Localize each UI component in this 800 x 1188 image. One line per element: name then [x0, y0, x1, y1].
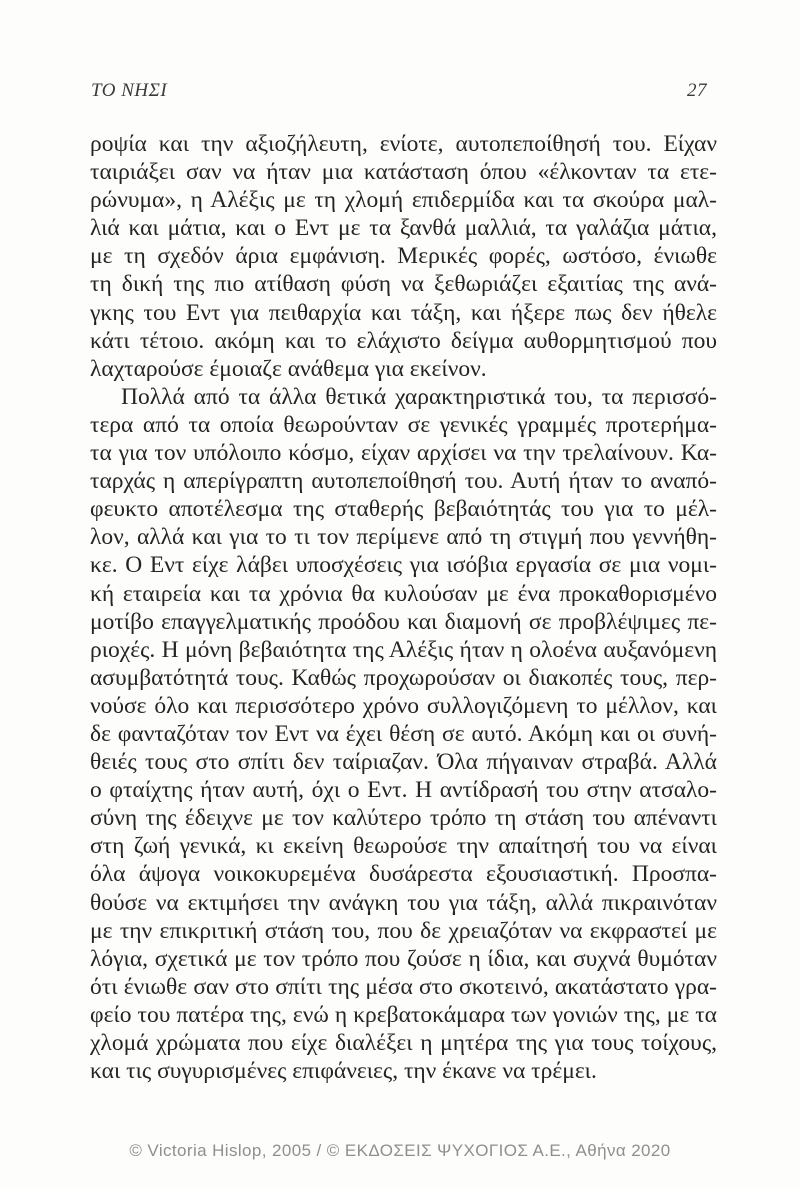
text-line: με τη σχεδόν άρια εμφάνιση. Μερικές φορές, ωστόσο, ένιωθε: [90, 243, 717, 270]
text-line: ο φταίχτης ήταν αυτή, όχι ο Εντ. Η αντίδρασή του στην ατσαλο-: [90, 777, 717, 804]
text-line: λαχταρούσε έμοιαζε ανάθεμα για εκείνον.: [90, 355, 487, 382]
text-line: ταιριάξει σαν να ήταν μια κατάσταση όπου «έλκονταν τα ετε-: [90, 159, 717, 186]
text-line: φείο του πατέρα της, ενώ η κρεβατοκάμαρα των γονιών της, με τα: [90, 1001, 717, 1028]
text-line: θούσε να εκτιμήσει την ανάγκη του για τάξη, αλλά πικραινόταν: [90, 889, 717, 916]
text-line: ροψία και την αξιοζήλευτη, ενίοτε, αυτοπεποίθησή του. Είχαν: [90, 131, 717, 157]
paragraph: [90, 383, 717, 1085]
text-line: και τις συγυρισμένες επιφάνειες, την έκανε να τρέμει.: [90, 1058, 597, 1085]
text-line: ότι ένιωθε σαν στο σπίτι της μέσα στο σκοτεινό, ακατάστατο γρα-: [90, 973, 717, 1000]
text-line: θειές τους στο σπίτι δεν ταίριαζαν. Όλα πήγαιναν στραβά. Αλλά: [90, 749, 717, 776]
text-line: τα για τον υπόλοιπο κόσμο, είχαν αρχίσει να την τρελαίνουν. Κα-: [90, 440, 717, 467]
text-line: σύνη της έδειχνε με τον καλύτερο τρόπο τη στάση του απέναντι: [90, 805, 717, 832]
text-line: ταρχάς η απερίγραπτη αυτοπεποίθησή του. Αυτή ήταν το αναπό-: [90, 468, 717, 495]
text-line: λον, αλλά και για το τι τον περίμενε από τη στιγμή που γεννήθη-: [90, 524, 717, 551]
page-header: [91, 80, 707, 102]
text-line: ριοχές. Η μόνη βεβαιότητα της Αλέξις ήταν η ολοένα αυξανόμενη: [90, 636, 717, 663]
text-line: δε φανταζόταν τον Εντ να έχει θέση σε αυτό. Ακόμη και οι συνή-: [90, 720, 717, 747]
text-line: χλομά χρώματα που είχε διαλέξει η μητέρα της για τους τοίχους,: [90, 1030, 717, 1056]
text-line: κάτι τέτοιο. ακόμη και το ελάχιστο δείγμα αυθορμητισμού που: [90, 327, 717, 354]
text-line: μοτίβο επαγγελματικής προόδου και διαμονή σε προβλέψιμες πε-: [90, 608, 717, 635]
text-line: ρώνυμα», η Αλέξις με τη χλομή επιδερμίδα και τα σκούρα μαλ-: [90, 187, 717, 214]
page-number: 27: [687, 80, 707, 101]
text-line: γκης του Εντ για πειθαρχία και τάξη, και ήξερε πως δεν ήθελε: [90, 299, 717, 326]
text-line: ασυμβατότητά τους. Καθώς προχωρούσαν οι διακοπές τους, περ-: [90, 664, 717, 691]
text-line: λόγια, σχετικά με τον τρόπο που ζούσε η ίδια, και συχνά θυμόταν: [90, 945, 717, 972]
text-line: νούσε όλο και περισσότερο χρόνο συλλογιζόμενη το μέλλον, και: [90, 692, 717, 719]
text-line: στη ζωή γενικά, κι εκείνη θεωρούσε την απαίτησή του να είναι: [90, 833, 717, 860]
text-line: κε. Ο Εντ είχε λάβει υποσχέσεις για ισόβια εργασία σε μια νομι-: [90, 552, 717, 579]
text-line: Πολλά από τα άλλα θετικά χαρακτηριστικά του, τα περισσό-: [121, 383, 717, 410]
running-title: ΤΟ ΝΗΣΙ: [91, 80, 168, 101]
paragraph: [90, 130, 717, 383]
text-line: όλα άψογα νοικοκυρεμένα δυσάρεστα εξουσιαστική. Προσπα-: [90, 861, 717, 888]
copyright-text: © Victoria Hislop, 2005 / © ΕΚΔΟΣΕΙΣ ΨΥΧΟΓΙΟΣ Α.Ε., Αθήνα 2020: [129, 1141, 671, 1160]
text-line: τη δική της πιο ατίθαση φύση να ξεθωριάζει εξαιτίας της ανά-: [90, 271, 717, 298]
text-line: τερα από τα οποία θεωρούνταν σε γενικές γραμμές προτερήμα-: [90, 411, 717, 438]
text-line: λιά και μάτια, και ο Εντ με τα ξανθά μαλλιά, τα γαλάζια μάτια,: [90, 215, 717, 242]
text-line: κή εταιρεία και τα χρόνια θα κυλούσαν με ένα προκαθορισμένο: [90, 580, 717, 607]
text-line: με την επικριτική στάση του, που δε χρειαζόταν να εκφραστεί με: [90, 917, 717, 944]
text-line: φευκτο αποτέλεσμα της σταθερής βεβαιότητάς του για το μέλ-: [90, 496, 717, 523]
copyright-footer: [0, 1141, 800, 1161]
body-text: [90, 130, 717, 1085]
